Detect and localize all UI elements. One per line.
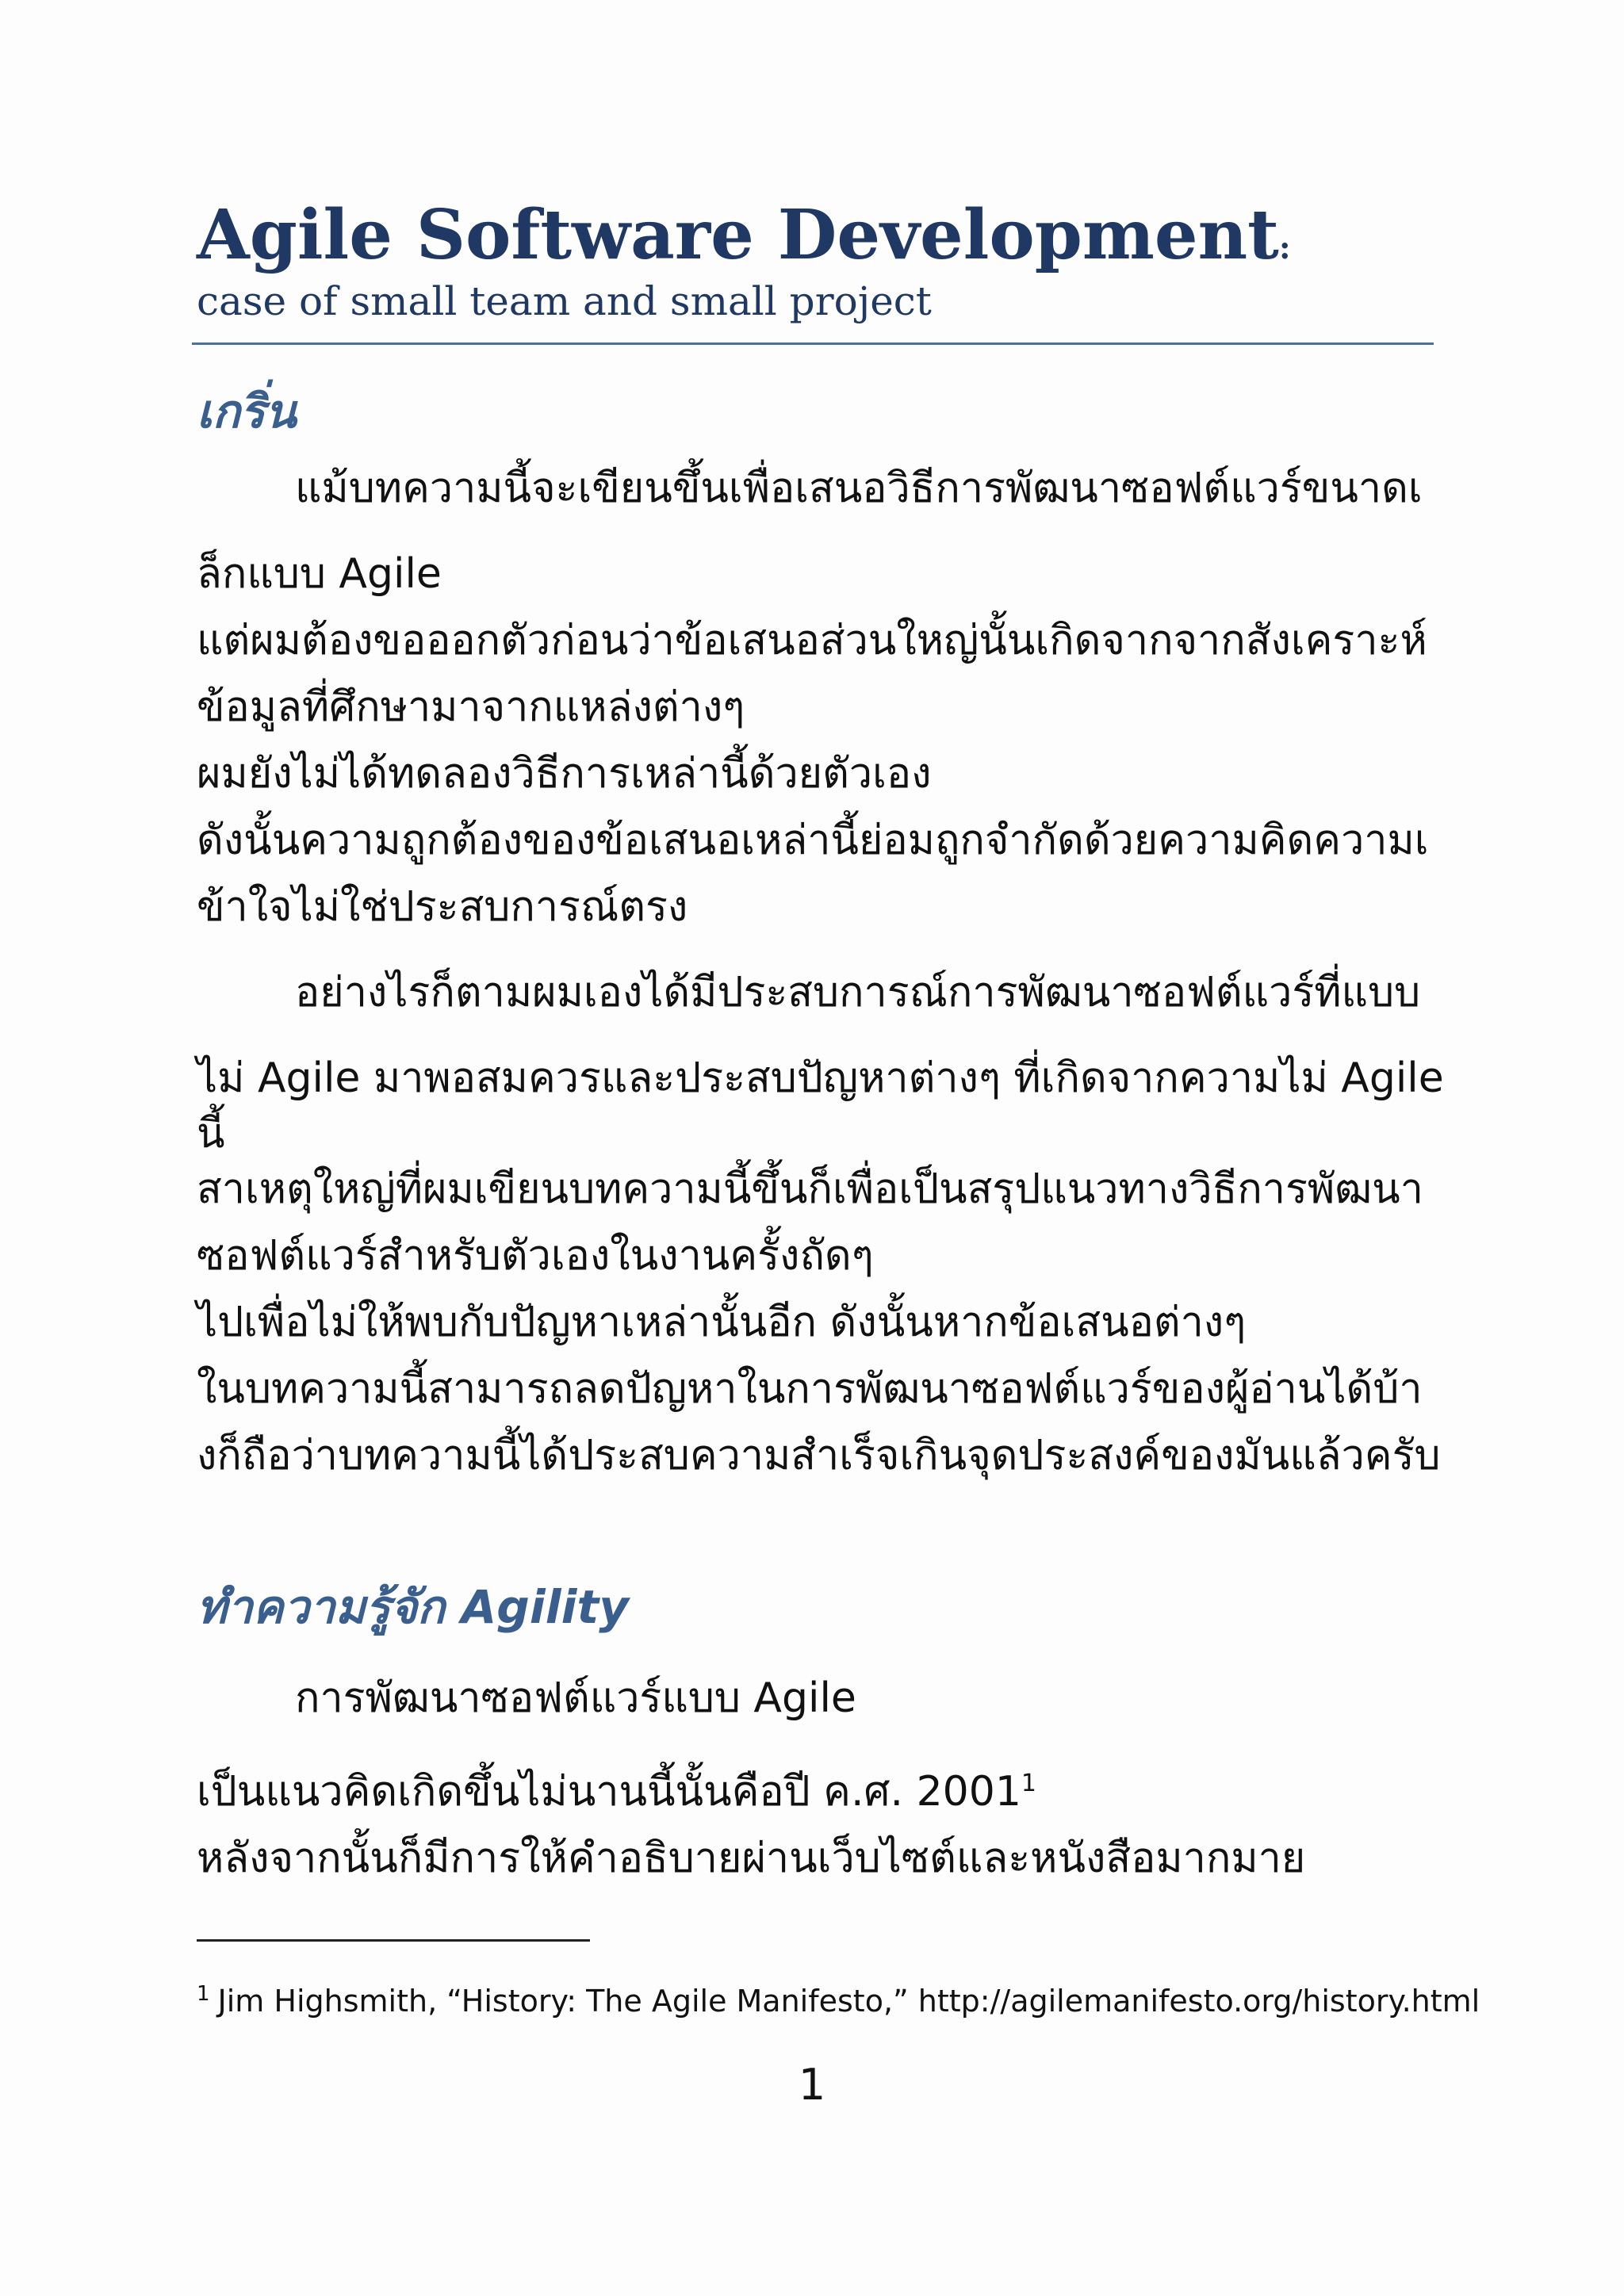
title-colon: : (1278, 229, 1291, 266)
section-heading-agility: ทำความรู้จัก Agility (197, 1580, 629, 1634)
paragraph-line: ดังนั้นความถูกต้องของข้อเสนอเหล่านี้ย่อมถูกจำกัดด้วยความคิดความเ (197, 817, 1429, 864)
page-subtitle: case of small team and small project (197, 277, 932, 324)
paragraph-line: ข้อมูลที่ศึกษามาจากแหล่งต่างๆ (197, 683, 745, 731)
paragraph-line: ไม่ Agile มาพอสมควรและประสบปัญหาต่างๆ ที่เกิดจากความไม่ Agile (197, 1054, 1444, 1102)
paragraph-line: ผมยังไม่ได้ทดลองวิธีการเหล่านี้ด้วยตัวเอง (197, 750, 932, 798)
section-body-agility (197, 1665, 1434, 1892)
paragraph-line: ล็กแบบ Agile (197, 550, 442, 598)
section-heading-intro: เกริ่น (197, 385, 297, 438)
footnote-separator (197, 1939, 590, 1942)
paragraph-line: การพัฒนาซอฟต์แวร์แบบ Agile (295, 1674, 856, 1722)
paragraph-line: ไปเพื่อไม่ให้พบกับปัญหาเหล่านั้นอีก ดังนั้นหากข้อเสนอต่างๆ (197, 1299, 1247, 1346)
footnote-reference[interactable]: 1 (1021, 1770, 1036, 1797)
paragraph-line-text: เป็นแนวคิดเกิดขึ้นไม่นานนี้นั้นคือปี ค.ศ. 2001 (197, 1768, 1021, 1816)
paragraph-line: งก็ถือว่าบทความนี้ได้ประสบความสำเร็จเกินจุดประสงค์ของมันแล้วครับ (197, 1432, 1441, 1479)
title-block (197, 195, 1434, 324)
paragraph-line: แต่ผมต้องขอออกตัวก่อนว่าข้อเสนอส่วนใหญ่นั้นเกิดจากจากสังเคราะห์ (197, 617, 1427, 664)
paragraph-line: หลังจากนั้นก็มีการให้คำอธิบายผ่านเว็บไซต์และหนังสือมากมาย (197, 1835, 1306, 1882)
paragraph-line: ซอฟต์แวร์สำหรับตัวเองในงานครั้งถัดๆ (197, 1232, 874, 1280)
paragraph-line (197, 1751, 1434, 1825)
section-body-intro (197, 455, 1444, 1489)
paragraph-line: นี้ (197, 1110, 225, 1158)
paragraph-line: สาเหตุใหญ่ที่ผมเขียนบทความนี้ขึ้นก็เพื่อเป็นสรุปแนวทางวิธีการพัฒนา (197, 1165, 1423, 1213)
paragraph-line: ในบทความนี้สามารถลดปัญหาในการพัฒนาซอฟต์แวร์ของผู้อ่านได้บ้า (197, 1365, 1423, 1413)
title-underline (192, 342, 1434, 345)
footnote-text: Jim Highsmith, “History: The Agile Manifesto,” http://agilemanifesto.org/history.html (217, 1984, 1480, 2019)
paragraph-line: แม้บทความนี้จะเขียนขึ้นเพื่อเสนอวิธีการพัฒนาซอฟต์แวร์ขนาดเ (295, 465, 1423, 512)
paragraph-line: ข้าใจไม่ใช่ประสบการณ์ตรง (197, 883, 688, 931)
title-main: Agile Software Development (197, 195, 1279, 275)
footnote (197, 1982, 1480, 2019)
footnote-marker: 1 (197, 1982, 210, 2006)
page-number: 1 (798, 2060, 826, 2110)
paragraph-line: อย่างไรก็ตามผมเองได้มีประสบการณ์การพัฒนาซอฟต์แวร์ที่แบบ (295, 969, 1421, 1016)
page-title (197, 195, 1434, 275)
